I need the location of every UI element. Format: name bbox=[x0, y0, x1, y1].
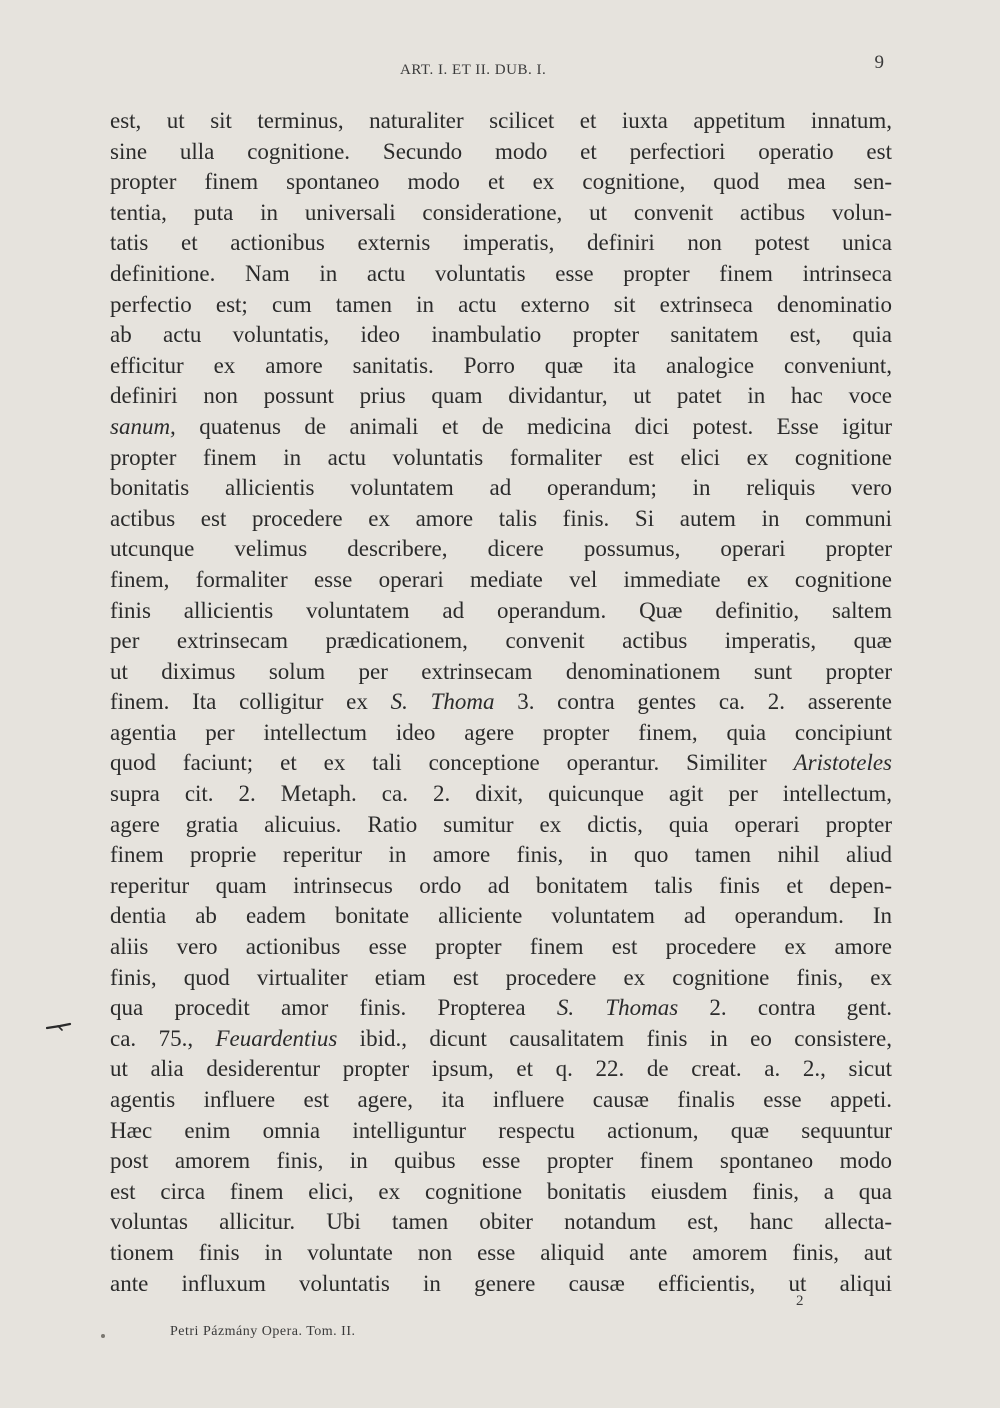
text-line bbox=[110, 840, 892, 871]
text-segment: agentia per intellectum ideo agere propter finem, quia concipiunt bbox=[110, 719, 892, 745]
text-line bbox=[110, 381, 892, 412]
text-line bbox=[110, 320, 892, 351]
text-segment: est circa finem elici, ex cognitione bonitatis eiusdem finis, a qua bbox=[110, 1178, 892, 1204]
text-line bbox=[110, 1207, 892, 1238]
text-segment: ut diximus solum per extrinsecam denominationem sunt propter bbox=[110, 658, 892, 684]
text-segment: ca. 75., bbox=[110, 1025, 216, 1051]
text-segment: agere gratia alicuius. Ratio sumitur ex dictis, quia operari propter bbox=[110, 811, 892, 837]
text-segment: definiri non possunt prius quam dividantur, ut patet in hac voce bbox=[110, 383, 892, 409]
text-line bbox=[110, 565, 892, 596]
italic-name: Feuardentius bbox=[215, 1025, 338, 1051]
margin-pencil-mark bbox=[46, 1022, 72, 1032]
text-segment: ab actu voluntatis, ideo inambulatio propter sanitatem est, quia bbox=[110, 322, 892, 348]
text-line bbox=[110, 779, 892, 810]
text-segment: quod faciunt; et ex tali conceptione operantur. Similiter bbox=[110, 750, 794, 776]
text-line bbox=[110, 351, 892, 382]
text-segment: propter finem spontaneo modo et ex cognitione, quod mea sen- bbox=[110, 169, 892, 195]
text-segment: utcunque velimus describere, dicere possumus, operari propter bbox=[110, 536, 892, 562]
text-segment: dentia ab eadem bonitate alliciente voluntatem ad operandum. In bbox=[110, 903, 892, 929]
text-line bbox=[110, 1269, 892, 1300]
text-segment: 2. contra gent. bbox=[678, 995, 892, 1021]
text-segment: quatenus de animali et de medicina dici potest. Esse igitur bbox=[175, 413, 892, 439]
text-line bbox=[110, 290, 892, 321]
text-segment: actibus est procedere ex amore talis finis. Si autem in communi bbox=[110, 505, 892, 531]
text-segment: voluntas allicitur. Ubi tamen obiter notandum est, hanc allecta- bbox=[110, 1209, 892, 1235]
text-segment: ibid., dicunt causalitatem finis in eo consistere, bbox=[337, 1025, 893, 1051]
text-line bbox=[110, 810, 892, 841]
text-segment: supra cit. 2. Metaph. ca. 2. dixit, quicunque agit per intellectum, bbox=[110, 781, 892, 807]
text-line bbox=[110, 1085, 892, 1116]
page-number: 9 bbox=[874, 52, 884, 73]
text-segment: finem proprie reperitur in amore finis, in quo tamen nihil aliud bbox=[110, 842, 892, 868]
text-segment: ut alia desiderentur propter ipsum, et q. 22. de creat. a. 2., sicut bbox=[110, 1056, 892, 1082]
speck bbox=[101, 1334, 105, 1338]
text-segment: ante influxum voluntatis in genere causæ efficientis, ut aliqui bbox=[110, 1270, 892, 1296]
text-segment: qua procedit amor finis. Propterea bbox=[110, 995, 557, 1021]
text-segment: finis, quod virtualiter etiam est procedere ex cognitione finis, ex bbox=[110, 964, 892, 990]
text-line bbox=[110, 963, 892, 994]
text-line bbox=[110, 932, 892, 963]
text-line bbox=[110, 748, 892, 779]
text-line bbox=[110, 228, 892, 259]
text-segment: reperitur quam intrinsecus ordo ad bonitatem talis finis et depen- bbox=[110, 872, 892, 898]
text-segment: per extrinsecam prædicationem, convenit actibus imperatis, quæ bbox=[110, 628, 892, 654]
text-line bbox=[110, 626, 892, 657]
text-line bbox=[110, 1146, 892, 1177]
text-line bbox=[110, 259, 892, 290]
italic-name: Aristoteles bbox=[793, 750, 892, 776]
text-segment: definitione. Nam in actu voluntatis esse propter finem intrinseca bbox=[110, 260, 892, 286]
text-line bbox=[110, 504, 892, 535]
text-line bbox=[110, 198, 892, 229]
text-segment: efficitur ex amore sanitatis. Porro quæ ita analogice conveniunt, bbox=[110, 352, 892, 378]
text-line bbox=[110, 443, 892, 474]
text-segment: 3. contra gentes ca. 2. asserente bbox=[494, 689, 893, 715]
body-text bbox=[110, 106, 892, 1299]
text-segment: est, ut sit terminus, naturaliter scilicet et iuxta appetitum innatum, bbox=[110, 108, 892, 133]
text-segment: bonitatis allicientis voluntatem ad operandum; in reliquis vero bbox=[110, 475, 892, 501]
text-line bbox=[110, 596, 892, 627]
running-head: ART. I. ET II. DUB. I. bbox=[400, 62, 547, 78]
text-segment: finem. Ita colligitur ex bbox=[110, 689, 391, 715]
italic-name: sanum, bbox=[110, 413, 176, 439]
text-line bbox=[110, 412, 892, 443]
text-line bbox=[110, 1116, 892, 1147]
text-line bbox=[110, 167, 892, 198]
text-segment: propter finem in actu voluntatis formaliter est elici ex cognitione bbox=[110, 444, 892, 470]
text-segment: sine ulla cognitione. Secundo modo et perfectiori operatio est bbox=[110, 138, 892, 164]
text-segment: post amorem finis, in quibus esse propter finem spontaneo modo bbox=[110, 1148, 892, 1174]
text-line bbox=[110, 1238, 892, 1269]
italic-name: S. Thomas bbox=[556, 995, 679, 1021]
text-line bbox=[110, 137, 892, 168]
text-segment: Hæc enim omnia intelliguntur respectu actionum, quæ sequuntur bbox=[110, 1117, 892, 1143]
text-line bbox=[110, 901, 892, 932]
text-line bbox=[110, 534, 892, 565]
text-line bbox=[110, 993, 892, 1024]
text-line bbox=[110, 1054, 892, 1085]
text-line bbox=[110, 473, 892, 504]
signature-mark: 2 bbox=[796, 1293, 804, 1309]
text-segment: agentis influere est agere, ita influere causæ finalis esse appeti. bbox=[110, 1087, 892, 1112]
text-line bbox=[110, 657, 892, 688]
text-line bbox=[110, 871, 892, 902]
text-segment: aliis vero actionibus esse propter finem est procedere ex amore bbox=[110, 934, 892, 960]
text-segment: perfectio est; cum tamen in actu externo sit extrinseca denominatio bbox=[110, 291, 892, 317]
text-segment: tionem finis in voluntate non esse aliquid ante amorem finis, aut bbox=[110, 1239, 892, 1265]
text-line bbox=[110, 1024, 892, 1055]
text-segment: tentia, puta in universali consideratione, ut convenit actibus volun- bbox=[110, 199, 892, 225]
footer-title: Petri Pázmány Opera. Tom. II. bbox=[170, 1324, 356, 1339]
text-line bbox=[110, 1177, 892, 1208]
text-line bbox=[110, 687, 892, 718]
text-line bbox=[110, 718, 892, 749]
text-segment: finis allicientis voluntatem ad operandum. Quæ definitio, saltem bbox=[110, 597, 892, 623]
text-segment: finem, formaliter esse operari mediate vel immediate ex cognitione bbox=[110, 566, 892, 592]
text-segment: tatis et actionibus externis imperatis, definiri non potest unica bbox=[110, 230, 892, 256]
text-line bbox=[110, 106, 892, 137]
italic-name: S. Thoma bbox=[390, 689, 495, 715]
